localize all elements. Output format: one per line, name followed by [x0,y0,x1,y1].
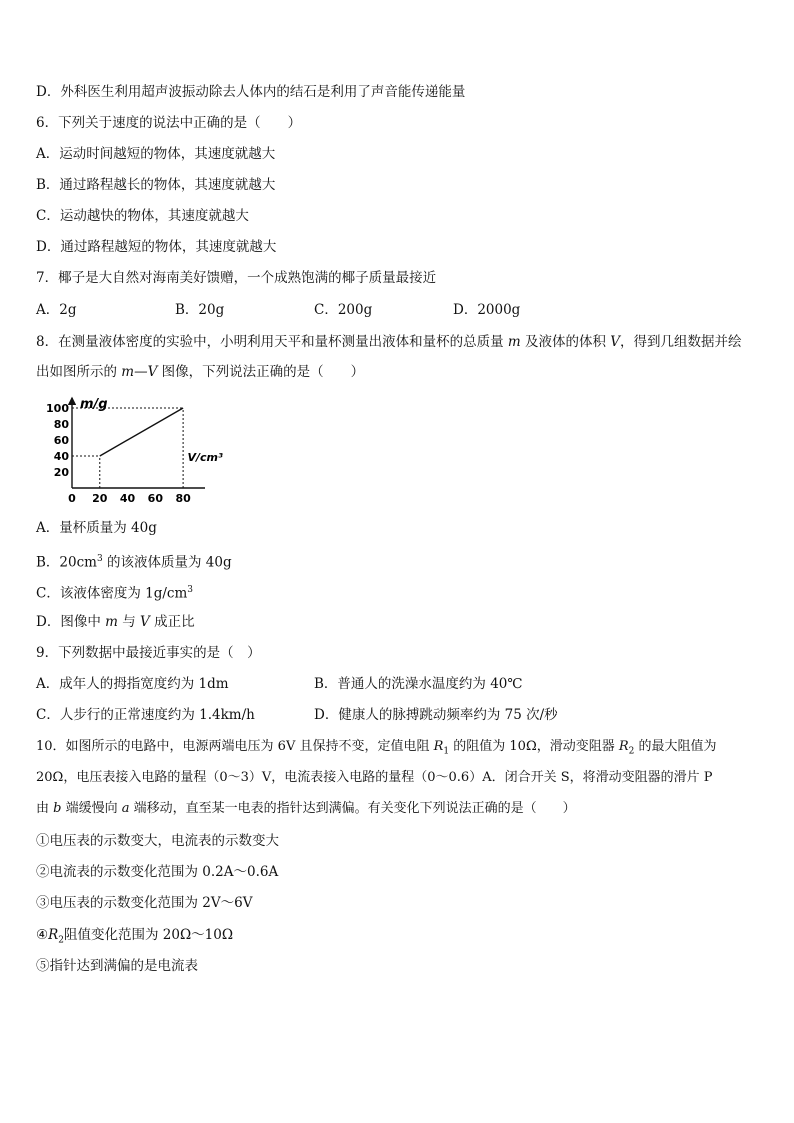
q8-stem-line1 [36,333,742,351]
q8-stem-line2 [36,363,364,381]
q10-stem-text: 的阻值为 10Ω，滑动变阻器 [449,739,619,754]
q7-stem: 7．椰子是大自然对海南美好馈赠，一个成熟饱满的椰子质量最接近 [36,270,437,286]
y-tick-label: 80 [53,418,69,431]
y-tick-label: 40 [53,450,69,463]
q6-option-a: A．运动时间越短的物体，其速度就越大 [36,146,276,162]
q8-option-c-text: C．该液体密度为 1g/cm [36,585,188,602]
q8-option-b-sup: 3 [96,554,103,564]
q6-option-c: C．运动越快的物体，其速度就越大 [36,208,249,224]
q10-stem-text: 的最大阻值为 [634,739,717,754]
q10-statement-1: ①电压表的示数变大，电流表的示数变大 [36,833,279,849]
x-tick-label: 80 [175,492,191,505]
chart-ticks [46,402,191,505]
q7-option-b: B．20g [175,302,225,318]
q9-option-c: C．人步行的正常速度约为 1.4km/h [36,707,255,723]
x-tick-label: 20 [92,492,108,505]
q8-option-c-sup: 3 [187,585,193,595]
q9-option-d: D．健康人的脉搏跳动频率约为 75 次/秒 [314,707,558,723]
q8-symbol-v: V [140,614,150,630]
q10-stem-line3 [36,800,576,818]
q8-option-b [36,550,232,572]
q10-statement-4-text: ④ [36,927,49,943]
q10-symbol-sub: 2 [628,746,635,757]
q8-stem-text: ，得到几组数据并绘 [620,334,742,350]
y-tick-label: 100 [46,402,69,415]
q8-stem-text: 图像，下列说法正确的是（ ） [157,364,365,380]
q10-statement-3: ③电压表的示数变化范围为 2V～6V [36,895,253,911]
q10-statement-4 [36,926,233,950]
q9-option-a: A．成年人的拇指宽度约为 1dm [36,676,229,692]
q7-option-a: A．2g [36,302,77,318]
q10-statement-2: ②电流表的示数变化范围为 0.2A～0.6A [36,864,279,880]
q10-symbol-b: b [53,801,62,816]
q6-option-b: B．通过路程越长的物体，其速度就越大 [36,177,276,193]
q10-statement-4-text: 阻值变化范围为 20Ω～10Ω [64,927,234,943]
q8-option-a: A．量杯质量为 40g [36,520,157,536]
q8-symbol-mv: m—V [121,364,158,380]
q8-stem-text: 出如图所示的 [36,364,122,380]
q7-option-d: D．2000g [453,302,521,318]
q6-stem: 6．下列关于速度的说法中正确的是（ ） [36,115,302,131]
q10-symbol-r: R [433,739,444,754]
mass-volume-chart [40,394,223,510]
q10-symbol-a: a [121,801,130,816]
q8-option-d-text: D．图像中 [36,614,106,630]
q9-stem: 9．下列数据中最接近事实的是（ ） [36,645,261,661]
q8-option-d [36,613,195,631]
y-tick-label: 60 [53,434,69,447]
q8-symbol-v: V [610,334,621,350]
q10-stem-line1 [36,738,717,761]
x-tick-label: 0 [68,492,76,505]
q10-symbol-r: R [48,927,59,943]
q10-symbol-sub: 2 [58,935,65,946]
x-tick-label: 60 [147,492,163,505]
q5-option-d: D．外科医生利用超声波振动除去人体内的结石是利用了声音能传递能量 [36,84,466,100]
q8-option-c [36,581,193,603]
q10-stem-line2: 20Ω，电压表接入电路的量程（0～3）V，电流表接入电路的量程（0～0.6）A．闭合开关 S，将滑动变阻器的滑片 P [36,770,713,785]
q9-option-b: B．普通人的洗澡水温度约为 40℃ [314,676,523,692]
q7-option-c: C．200g [314,302,373,318]
x-tick-label: 40 [119,492,136,505]
q8-stem-text: 8．在测量液体密度的实验中，小明利用天平和量杯测量出液体和量杯的总质量 [36,334,508,350]
chart-series-line [100,408,183,456]
q10-symbol-sub: 1 [443,746,450,757]
q8-symbol-m: m [105,614,118,630]
q10-stem-text: 端缓慢向 [61,801,122,816]
q10-stem-text: 10．如图所示的电路中，电源两端电压为 6V 且保持不变，定值电阻 [36,739,434,754]
q8-option-d-text: 与 [117,614,141,630]
q8-option-b-text: 的该液体质量为 40g [102,554,232,571]
q8-symbol-m: m [507,334,521,350]
q10-stem-text: 由 [36,801,54,816]
q8-stem-text: 及液体的体积 [520,334,611,350]
chart-series [100,408,183,456]
chart-guides [72,408,183,488]
q8-option-d-text: 成正比 [149,614,195,630]
chart-x-label: V/cm³ [187,450,223,464]
chart-y-label: m/g [80,397,108,412]
q10-stem-text: 端移动，直至某一电表的指针达到满偏。有关变化下列说法正确的是（ ） [129,801,576,816]
q6-option-d: D．通过路程越短的物体，其速度就越大 [36,239,277,255]
q8-option-b-text: B．20cm [36,554,97,571]
q10-statement-5: ⑤指针达到满偏的是电流表 [36,958,198,974]
q10-symbol-r: R [618,739,629,754]
y-tick-label: 20 [53,466,69,479]
